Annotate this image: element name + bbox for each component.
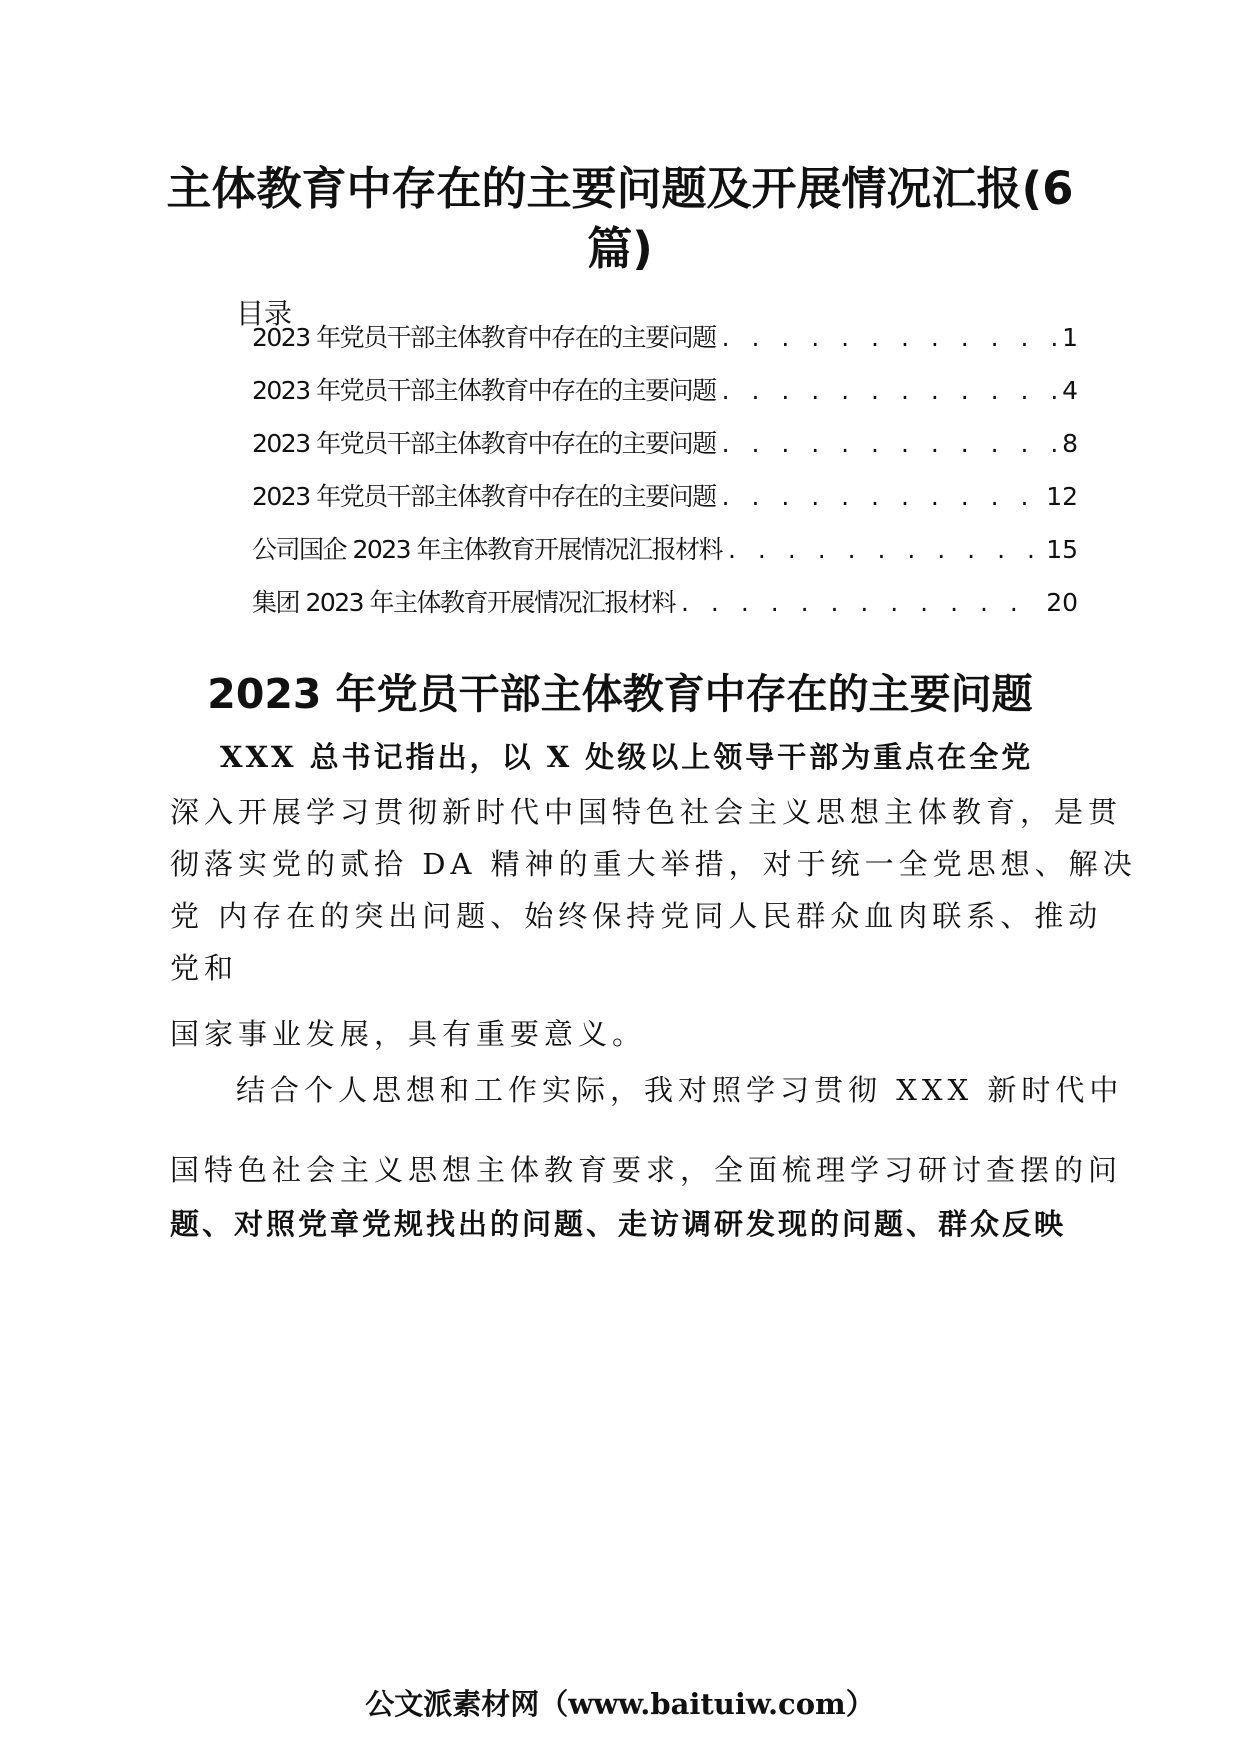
toc-leader-dots	[722, 481, 1041, 513]
body-line: 深入开展学习贯彻新时代中国特色社会主义思想主体教育，是贯	[170, 795, 1123, 829]
toc-leader-dots	[722, 428, 1057, 460]
toc-leader-dots	[728, 534, 1040, 566]
toc-leader-dots	[722, 322, 1057, 354]
toc-entry[interactable]	[252, 375, 1078, 407]
toc-entry-page: 20	[1046, 588, 1078, 617]
body-line: 国特色社会主义思想主体教育要求，全面梳理学习研讨查摆的问	[170, 1153, 1123, 1187]
document-title-line-1: 主体教育中存在的主要问题及开展情况汇报(6	[166, 162, 1074, 215]
body-line: 结合个人思想和工作实际，我对照学习贯彻 XXX 新时代中	[236, 1073, 1124, 1107]
toc-entry[interactable]	[252, 587, 1078, 619]
toc-entry-title: 2023 年党员干部主体教育中存在的主要问题	[252, 429, 716, 458]
body-line: XXX 总书记指出，以 X 处级以上领导干部为重点在全党	[220, 740, 1034, 774]
body-line: 彻落实党的贰拾 DA 精神的重大举措，对于统一全党思想、解决	[170, 847, 1137, 881]
toc-leader-dots	[681, 587, 1040, 619]
toc-entry-title: 2023 年党员干部主体教育中存在的主要问题	[252, 376, 716, 405]
toc-leader-dots	[722, 375, 1057, 407]
toc-entry-title: 2023 年党员干部主体教育中存在的主要问题	[252, 323, 716, 352]
section-heading: 2023 年党员干部主体教育中存在的主要问题	[207, 670, 1033, 718]
toc-entry-page: 15	[1046, 535, 1078, 564]
toc-entry-page: 4	[1062, 376, 1078, 405]
toc-entry-title: 公司国企 2023 年主体教育开展情况汇报材料	[252, 535, 723, 564]
toc-entry[interactable]	[252, 534, 1078, 566]
toc-heading: 目录	[236, 297, 293, 330]
body-line: 党和	[170, 951, 239, 985]
toc-entry[interactable]	[252, 322, 1078, 354]
toc-entry-page: 1	[1062, 323, 1078, 352]
body-line: 党 内存在的突出问题、始终保持党同人民群众血肉联系、推动	[170, 899, 1103, 933]
toc-entry[interactable]	[252, 481, 1078, 513]
toc-entry[interactable]	[252, 428, 1078, 460]
toc-entry-title: 集团 2023 年主体教育开展情况汇报材料	[252, 588, 676, 617]
toc-entry-page: 12	[1046, 482, 1078, 511]
body-line: 题、对照党章党规找出的问题、走访调研发现的问题、群众反映	[170, 1207, 1067, 1241]
body-line: 国家事业发展，具有重要意义。	[170, 1017, 647, 1051]
document-title-line-2: 篇)	[587, 222, 653, 275]
footer-watermark: 公文派素材网（www.baituiw.com）	[365, 1687, 875, 1721]
toc-entry-title: 2023 年党员干部主体教育中存在的主要问题	[252, 482, 716, 511]
toc-entry-page: 8	[1062, 429, 1078, 458]
